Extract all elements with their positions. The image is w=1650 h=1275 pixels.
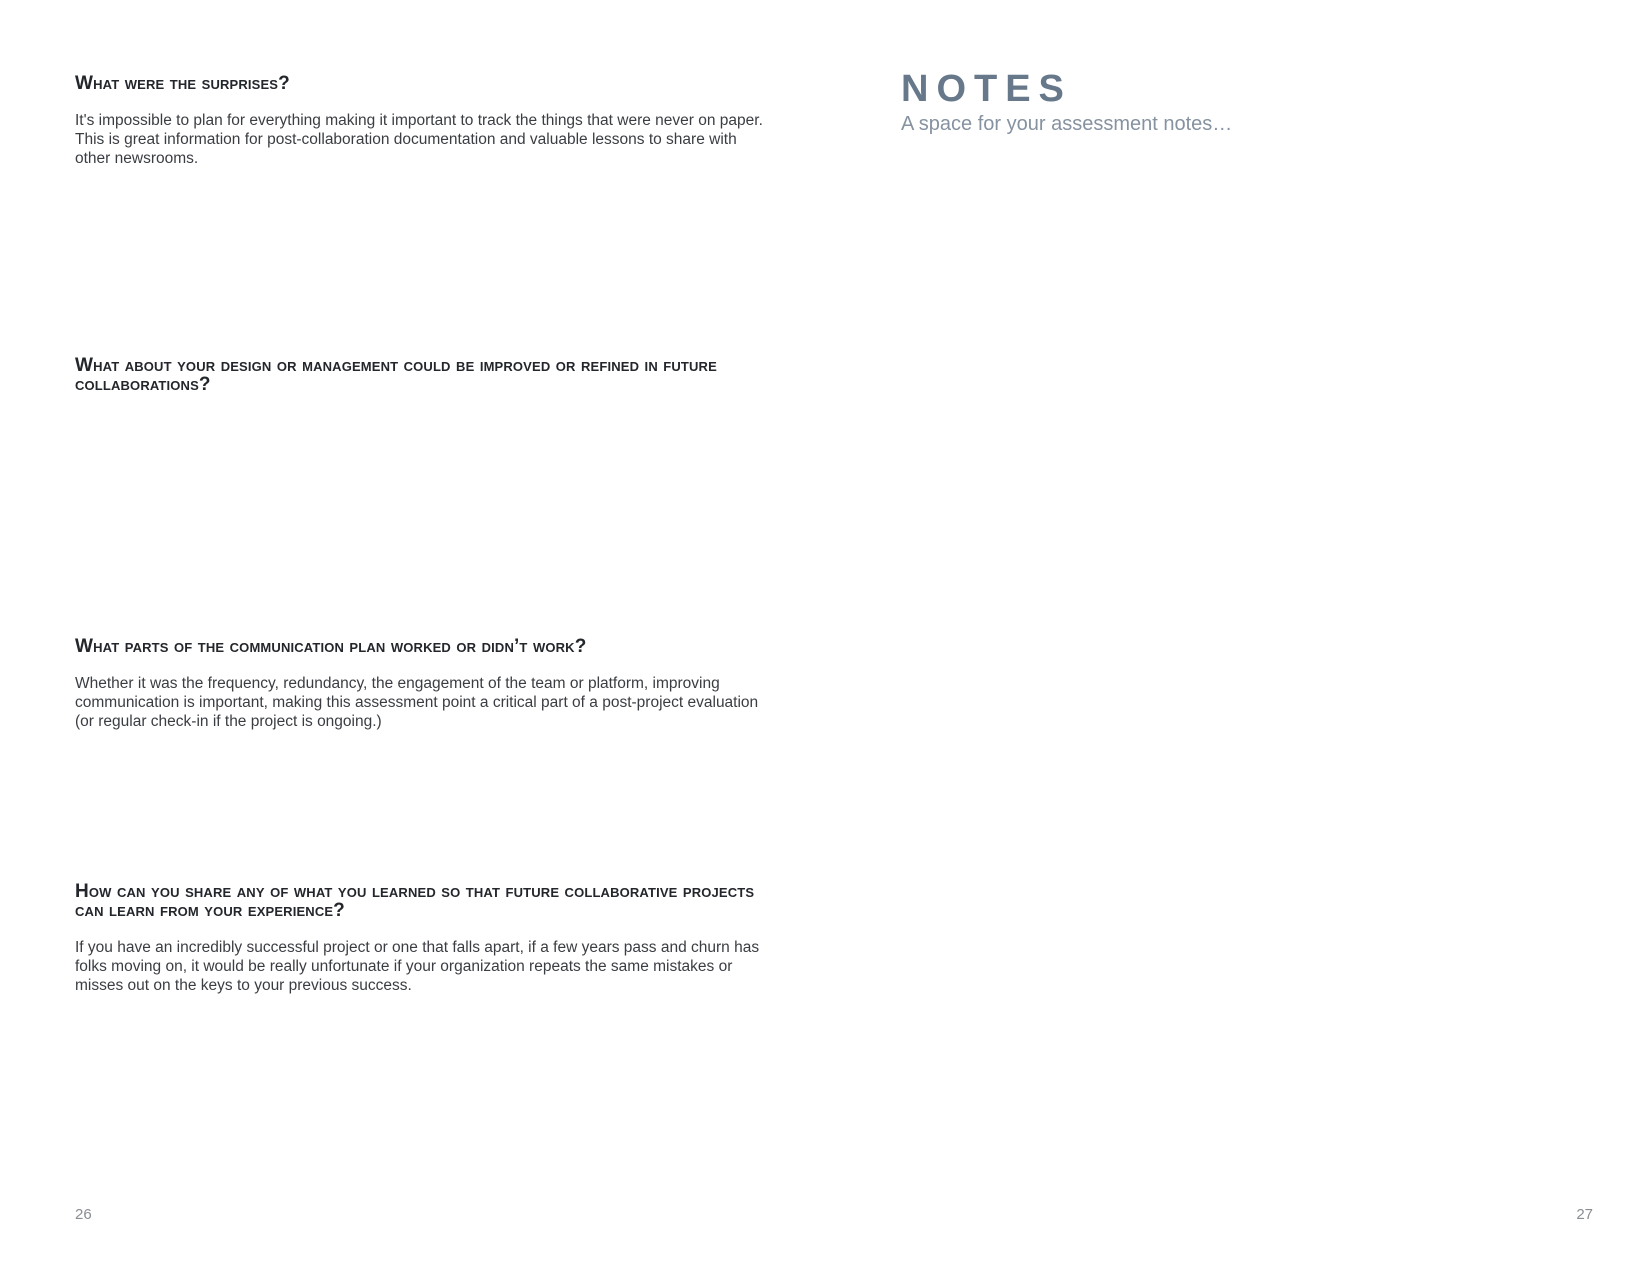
section-body: Whether it was the frequency, redundancy, the engagement of the team or platform, improving communication is important, making this assessment point a critical part of a post-project evaluation (or regular check-in if the project is ongoing.) — [75, 675, 759, 730]
section-heading: What were the surprises? — [75, 73, 290, 94]
section-heading: What parts of the communication plan worked or didn’t work? — [75, 636, 587, 657]
section-body: It's impossible to plan for everything making it important to track the things that were never on paper. This is great information for post-collaboration documentation and valuable lessons to share with other newsrooms. — [75, 112, 763, 167]
section-body: If you have an incredibly successful project or one that falls apart, if a few years pass and churn has folks moving on, it would be really unfortunate if your organization repeats the same mistakes or misses out on the keys to your previous success. — [75, 939, 760, 994]
page-number-left: 26 — [75, 1206, 92, 1223]
page-number-right: 27 — [1576, 1206, 1593, 1223]
section-heading: What about your design or management could be improved or refined in future collaborations? — [75, 355, 717, 395]
notes-title: NOTES — [901, 68, 1072, 110]
notes-subtitle: A space for your assessment notes… — [901, 113, 1233, 135]
section-communication-plan — [75, 637, 765, 731]
section-heading: How can you share any of what you learned so that future collaborative projects can learn from your experience? — [75, 881, 755, 921]
section-surprises — [75, 74, 765, 168]
right-page — [825, 0, 1650, 1275]
section-design-improvements — [75, 356, 765, 394]
section-share-learnings — [75, 882, 765, 995]
